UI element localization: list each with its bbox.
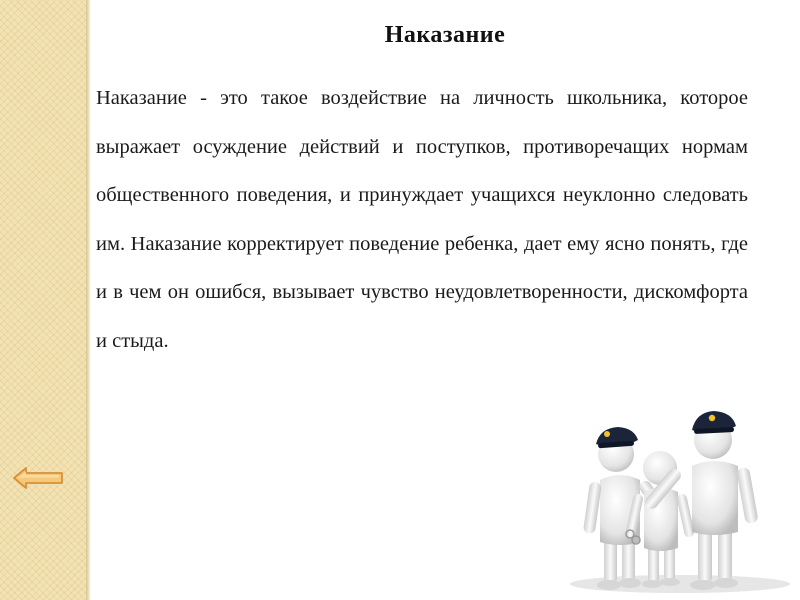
sidebar-divider — [86, 0, 90, 600]
detained-person — [625, 451, 695, 588]
illustration — [560, 408, 800, 600]
back-button[interactable] — [12, 466, 64, 490]
left-arrow-icon — [12, 466, 64, 490]
police-figures-icon — [560, 408, 800, 600]
policeman-right — [643, 411, 759, 590]
sidebar-panel — [0, 0, 86, 600]
page-title: Наказание — [384, 22, 506, 48]
body-paragraph: Наказание - это такое воздействие на личность школьника, которое выражает осуждение действий и поступков, противоречащих нормам общественного поведения, и принуждает учащихся неуклонно следовать им. Наказание корректирует поведение ребенка, дает ему ясно понять, где и в чем он ошибся, вызывает чувство неудовлетворенности, дискомфорта и стыда. — [96, 87, 748, 352]
